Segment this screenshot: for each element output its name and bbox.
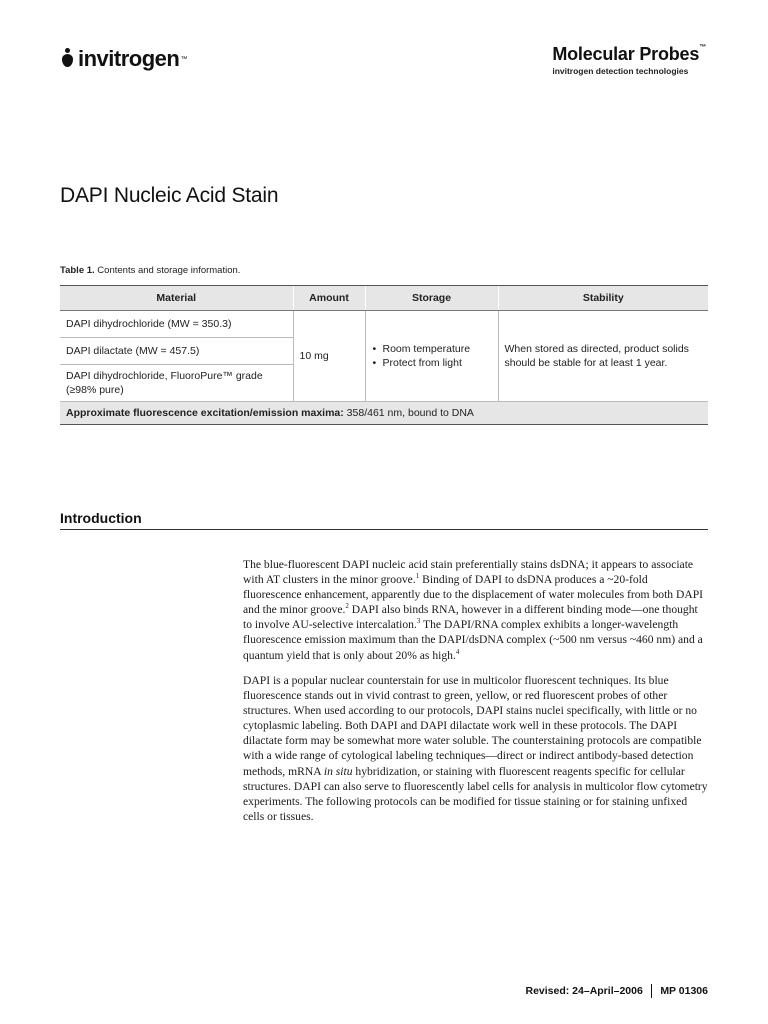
revision-date: Revised: 24–April–2006 [525,985,643,997]
invitrogen-logo [60,46,187,72]
header-amount: Amount [293,286,365,311]
molecular-probes-tagline: invitrogen detection technologies [552,66,689,76]
storage-item: • Protect from light [372,356,492,370]
table-caption-text: Contents and storage information. [94,265,241,276]
fluorescence-maxima-label: Approximate fluorescence excitation/emission maxima: [66,407,344,419]
paragraph-text: Binding of DAPI to dsDNA produces a ~20-fold fluorescence enhancement, apparently due to the displacement of water molecules from both DAPI and the minor groove. [243,573,704,617]
paragraph-text: The blue-fluorescent DAPI nucleic acid stain preferentially stains dsDNA; it appears to associate with AT clusters in the minor groove. [243,558,694,587]
table-caption [60,265,240,276]
material-cell: DAPI dihydrochloride, FluoroPure™ grade (≥98% pure) [60,365,293,402]
amount-cell: 10 mg [293,311,365,402]
contents-table [60,285,708,425]
storage-cell [365,311,498,402]
header-storage: Storage [365,286,498,311]
material-cell: DAPI dilactate (MW = 457.5) [60,338,293,365]
document-id: MP 01306 [660,985,708,997]
invitrogen-logo-icon [60,48,74,70]
material-cell: DAPI dihydrochloride (MW = 350.3) [60,311,293,338]
stability-cell: When stored as directed, product solids should be stable for at least 1 year. [498,311,708,402]
paragraph-text: The DAPI/RNA complex exhibits a longer-wavelength fluorescence emission maximum than the DAPI/dsDNA complex (~500 nm versus ~460 nm) and a quantum yield that is only about 20% as high. [243,618,703,662]
introduction-paragraph-2 [243,673,709,824]
italic-term: in situ [323,764,353,778]
document-title: DAPI Nucleic Acid Stain [60,184,279,207]
paragraph-text: hybridization, or staining with fluorescent reagents specific for cellular structures. DAPI can also serve to fluorescently label cells for analysis in multicolor flow cytometry experiments. The following protocols can be modified for tissue staining or for staining unfixed cells or tissues. [243,764,708,823]
introduction-paragraph-1 [243,557,709,663]
storage-item: • Room temperature [372,342,492,356]
table-row [60,311,708,338]
header-stability: Stability [498,286,708,311]
invitrogen-logo-tm: ™ [180,55,188,63]
table-footer-row [60,402,708,425]
reference-marker: 4 [455,647,460,656]
invitrogen-logo-text: invitrogen [78,46,180,71]
header-material: Material [60,286,293,311]
reference-marker: 1 [415,572,420,581]
molecular-probes-tm: ™ [699,44,706,51]
paragraph-text: DAPI is a popular nuclear counterstain for use in multicolor fluorescent techniques. Its blue fluorescence stands out in vivid contrast to green, yellow, or red fluorescent probes of other structures. When used according to our protocols, DAPI stains nuclei specifically, with little or no cytoplasmic labeling. Both DAPI and DAPI dilactate work well in these protocols. The DAPI dilactate form may be somewhat more water soluble. The counterstaining protocols are compatible with a wide range of cytological labeling techniques—direct or indirect antibody-based detection methods, mRNA [243,674,702,778]
fluorescence-maxima [60,402,708,425]
paragraph-text: DAPI also binds RNA, however in a different binding mode—one thought to involve AU-selective intercalation. [243,603,698,632]
footer-divider [651,984,653,998]
reference-marker: 2 [345,602,349,611]
molecular-probes-brand: Molecular Probes [552,44,700,64]
fluorescence-maxima-value: 358/461 nm, bound to DNA [343,407,474,419]
page-footer [525,984,708,998]
reference-marker: 3 [416,617,421,626]
table-header-row [60,286,708,311]
storage-list [372,342,492,370]
table-caption-label: Table 1. [60,265,95,276]
introduction-heading: Introduction [60,510,708,530]
molecular-probes-logo [552,44,706,76]
